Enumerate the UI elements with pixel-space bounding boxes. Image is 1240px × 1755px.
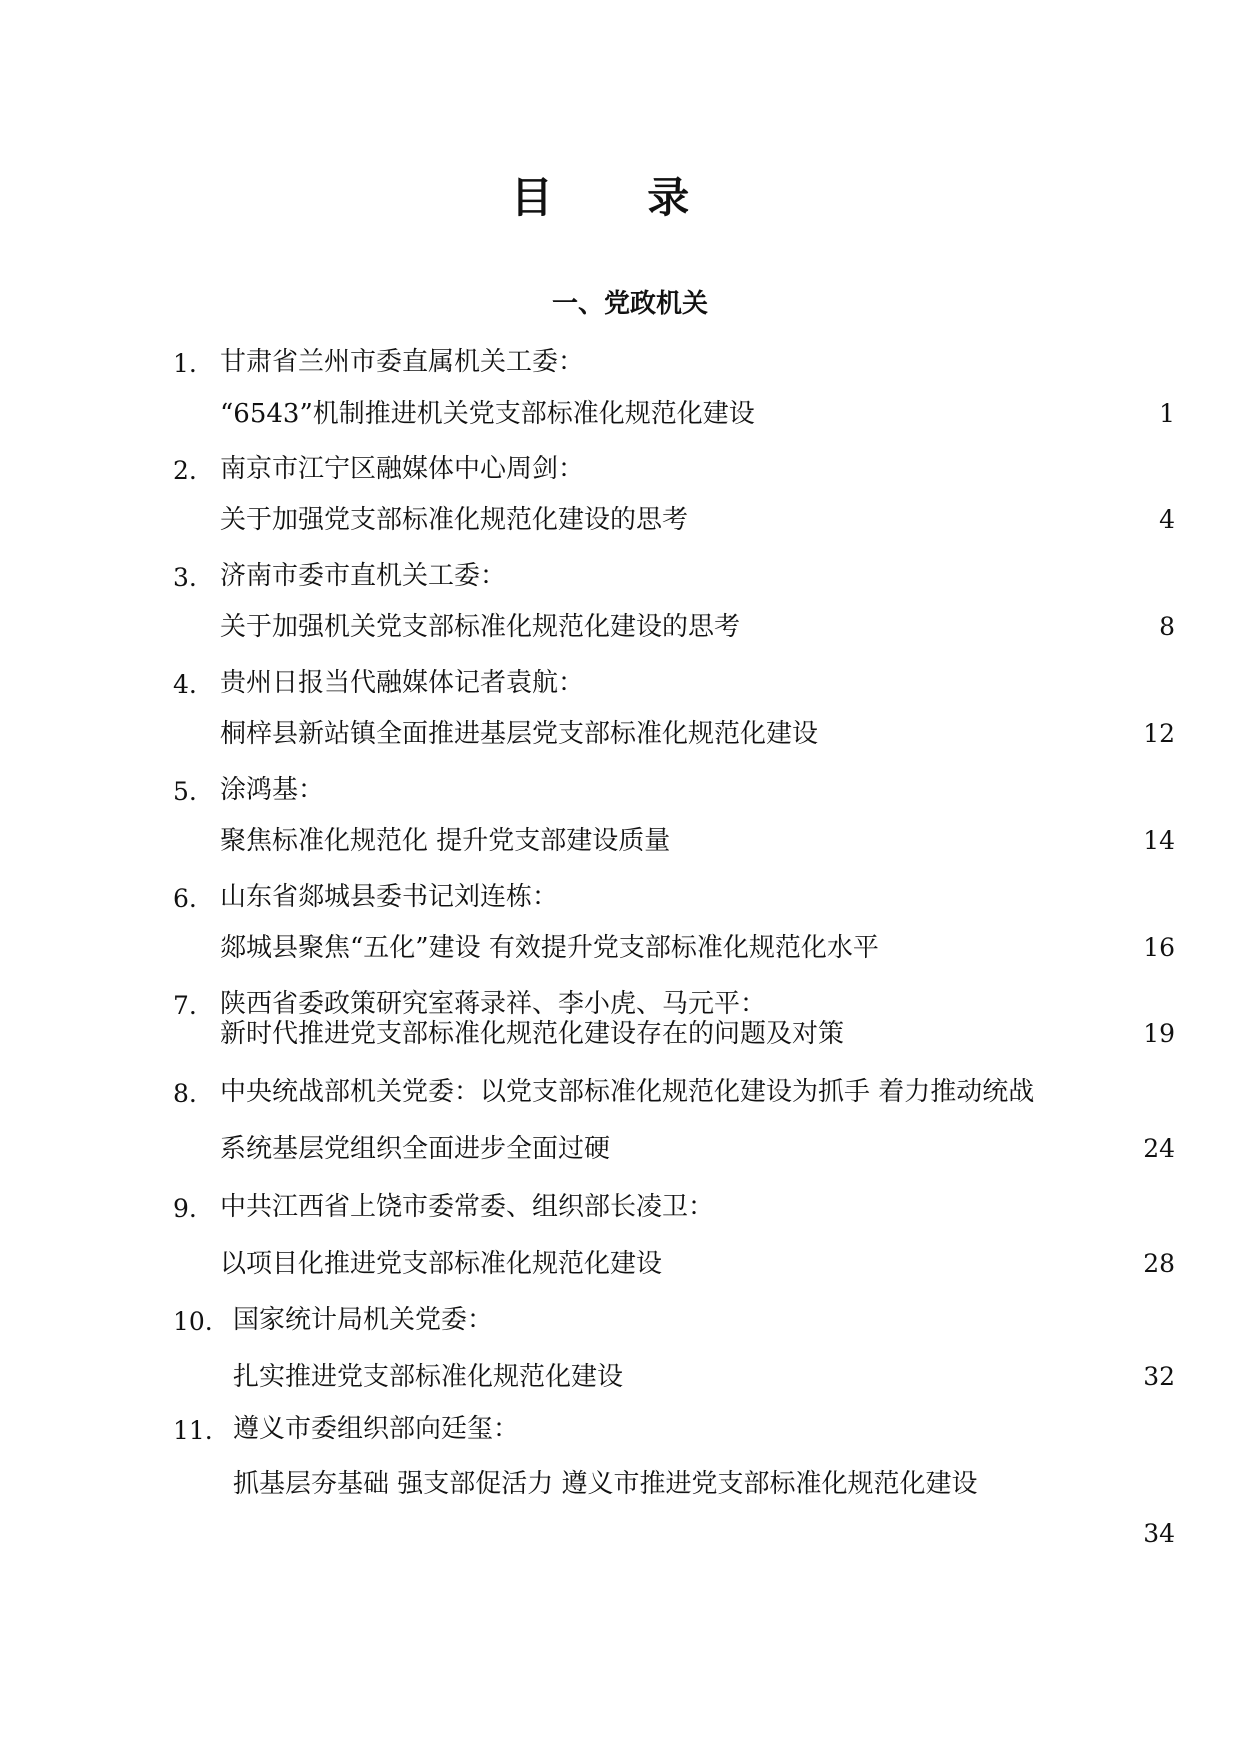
entry-author: 甘肃省兰州市委直属机关工委：: [220, 347, 585, 377]
entry-title: 扎实推进党支部标准化规范化建设: [233, 1362, 624, 1392]
entry-number: 8.: [173, 1079, 197, 1108]
entry-page: 14: [1143, 826, 1175, 855]
entry-author: 济南市委市直机关工委：: [220, 561, 507, 591]
entry-page: 8: [1159, 612, 1175, 641]
entry-page: 19: [1143, 1019, 1175, 1048]
entry-title: 郯城县聚焦“五化”建设 有效提升党支部标准化规范化水平: [220, 933, 879, 963]
entry-page: 28: [1143, 1249, 1175, 1278]
entry-page: 34: [1143, 1519, 1175, 1548]
entry-title: 新时代推进党支部标准化规范化建设存在的问题及对策: [220, 1019, 845, 1049]
entry-author: 山东省郯城县委书记刘连栋：: [220, 882, 559, 912]
entry-number: 5.: [173, 777, 197, 806]
entry-number: 6.: [173, 884, 197, 913]
entry-page: 32: [1143, 1362, 1175, 1391]
entry-author: 陕西省委政策研究室蒋录祥、李小虎、马元平：: [220, 989, 767, 1019]
entry-number: 4.: [173, 670, 197, 699]
entry-author: 国家统计局机关党委：: [233, 1305, 494, 1335]
entry-number: 3.: [173, 563, 197, 592]
entry-page: 1: [1159, 399, 1175, 428]
entry-page: 12: [1143, 719, 1175, 748]
entry-number: 9.: [173, 1194, 197, 1223]
entry-number: 2.: [173, 456, 197, 485]
section-heading: 一、党政机关: [551, 289, 708, 319]
entry-title: 以项目化推进党支部标准化规范化建设: [220, 1249, 663, 1279]
entry-number: 10.: [173, 1307, 213, 1336]
entry-title: 系统基层党组织全面进步全面过硬: [220, 1134, 611, 1164]
entry-page: 24: [1143, 1134, 1175, 1163]
entry-author: 贵州日报当代融媒体记者袁航：: [220, 668, 585, 698]
entry-author: 中共江西省上饶市委常委、组织部长凌卫：: [220, 1192, 715, 1222]
entry-title: 关于加强机关党支部标准化规范化建设的思考: [220, 612, 741, 642]
entry-author: 中央统战部机关党委：以党支部标准化规范化建设为抓手 着力推动统战: [220, 1077, 1035, 1107]
entry-title: 抓基层夯基础 强支部促活力 遵义市推进党支部标准化规范化建设: [233, 1469, 978, 1499]
entry-author: 遵义市委组织部向廷玺：: [233, 1414, 520, 1444]
page-title: 目 录: [510, 173, 730, 222]
entry-number: 11.: [173, 1416, 213, 1445]
entry-title: 聚焦标准化规范化 提升党支部建设质量: [220, 826, 671, 856]
entry-author: 南京市江宁区融媒体中心周剑：: [220, 454, 585, 484]
entry-number: 7.: [173, 991, 197, 1020]
entry-title: 桐梓县新站镇全面推进基层党支部标准化规范化建设: [220, 719, 819, 749]
entry-page: 4: [1159, 505, 1175, 534]
entry-page: 16: [1143, 933, 1175, 962]
entry-title: 关于加强党支部标准化规范化建设的思考: [220, 505, 689, 535]
entry-number: 1.: [173, 349, 197, 378]
entry-author: 涂鸿基：: [220, 775, 325, 805]
entry-title: “6543”机制推进机关党支部标准化规范化建设: [220, 399, 755, 429]
